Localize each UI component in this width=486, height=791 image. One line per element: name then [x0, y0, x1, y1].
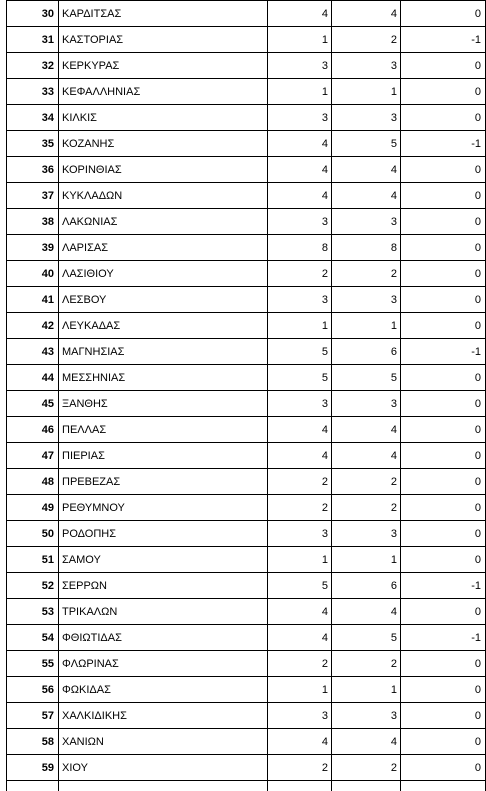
row-number-cell: 42 [7, 313, 59, 339]
prefecture-name-cell: ΠΙΕΡΙΑΣ [59, 443, 268, 469]
value-1-cell: 3 [268, 105, 332, 131]
value-2-cell: 2 [332, 469, 401, 495]
prefecture-name-cell: ΧΑΝΙΩΝ [59, 729, 268, 755]
row-number-cell: 50 [7, 521, 59, 547]
value-2-cell: 5 [332, 131, 401, 157]
prefecture-name-cell: ΦΛΩΡΙΝΑΣ [59, 651, 268, 677]
difference-cell [401, 781, 486, 791]
table-row [7, 365, 486, 391]
difference-cell: 0 [401, 755, 486, 781]
difference-cell: 0 [401, 287, 486, 313]
table-row [7, 469, 486, 495]
value-2-cell: 5 [332, 365, 401, 391]
row-number-cell: 35 [7, 131, 59, 157]
prefecture-name-cell: ΣΑΜΟΥ [59, 547, 268, 573]
value-1-cell: 4 [268, 157, 332, 183]
prefecture-name-cell: ΚΙΛΚΙΣ [59, 105, 268, 131]
value-1-cell: 1 [268, 79, 332, 105]
difference-cell: -1 [401, 339, 486, 365]
value-1-cell: 4 [268, 131, 332, 157]
prefecture-name-cell: ΤΡΙΚΑΛΩΝ [59, 599, 268, 625]
value-2-cell: 2 [332, 27, 401, 53]
prefecture-name-cell: ΞΑΝΘΗΣ [59, 391, 268, 417]
value-1-cell: 1 [268, 677, 332, 703]
row-number-cell: 52 [7, 573, 59, 599]
value-2-cell: 6 [332, 573, 401, 599]
value-1-cell: 1 [268, 313, 332, 339]
prefecture-name-cell: ΚΟΖΑΝΗΣ [59, 131, 268, 157]
table-row-cutoff [7, 781, 486, 791]
value-1-cell: 3 [268, 521, 332, 547]
value-1-cell: 3 [268, 209, 332, 235]
difference-cell: 0 [401, 469, 486, 495]
prefecture-name-cell [59, 781, 268, 791]
table-row [7, 443, 486, 469]
value-2-cell: 3 [332, 105, 401, 131]
difference-cell: 0 [401, 547, 486, 573]
value-1-cell: 8 [268, 235, 332, 261]
value-1-cell: 4 [268, 443, 332, 469]
prefecture-name-cell: ΦΩΚΙΔΑΣ [59, 677, 268, 703]
value-2-cell: 3 [332, 53, 401, 79]
table-body [7, 1, 486, 791]
row-number-cell: 40 [7, 261, 59, 287]
table-row [7, 235, 486, 261]
table-row [7, 209, 486, 235]
row-number-cell: 59 [7, 755, 59, 781]
value-1-cell: 5 [268, 339, 332, 365]
prefecture-name-cell: ΦΘΙΩΤΙΔΑΣ [59, 625, 268, 651]
row-number-cell: 31 [7, 27, 59, 53]
value-1-cell: 4 [268, 1, 332, 27]
value-2-cell: 4 [332, 443, 401, 469]
value-1-cell: 2 [268, 495, 332, 521]
row-number-cell: 32 [7, 53, 59, 79]
prefecture-name-cell: ΚΥΚΛΑΔΩΝ [59, 183, 268, 209]
value-1-cell: 3 [268, 53, 332, 79]
value-2-cell: 4 [332, 729, 401, 755]
value-1-cell: 2 [268, 469, 332, 495]
difference-cell: 0 [401, 183, 486, 209]
table-row [7, 677, 486, 703]
table-row [7, 625, 486, 651]
difference-cell: -1 [401, 131, 486, 157]
table-row [7, 287, 486, 313]
value-1-cell: 2 [268, 651, 332, 677]
value-2-cell: 3 [332, 521, 401, 547]
value-1-cell: 5 [268, 573, 332, 599]
difference-cell: 0 [401, 79, 486, 105]
table-row [7, 703, 486, 729]
row-number-cell: 41 [7, 287, 59, 313]
row-number-cell [7, 781, 59, 791]
difference-cell: 0 [401, 157, 486, 183]
difference-cell: 0 [401, 235, 486, 261]
value-1-cell [268, 781, 332, 791]
row-number-cell: 39 [7, 235, 59, 261]
prefecture-name-cell: ΡΕΘΥΜΝΟΥ [59, 495, 268, 521]
value-2-cell: 1 [332, 677, 401, 703]
difference-cell: 0 [401, 365, 486, 391]
value-2-cell: 4 [332, 183, 401, 209]
row-number-cell: 53 [7, 599, 59, 625]
row-number-cell: 46 [7, 417, 59, 443]
difference-cell: -1 [401, 573, 486, 599]
table-row [7, 651, 486, 677]
value-1-cell: 5 [268, 365, 332, 391]
row-number-cell: 56 [7, 677, 59, 703]
table-row [7, 313, 486, 339]
row-number-cell: 47 [7, 443, 59, 469]
value-2-cell: 2 [332, 261, 401, 287]
row-number-cell: 44 [7, 365, 59, 391]
value-1-cell: 4 [268, 417, 332, 443]
difference-cell: -1 [401, 27, 486, 53]
row-number-cell: 30 [7, 1, 59, 27]
value-2-cell: 3 [332, 209, 401, 235]
prefecture-name-cell: ΚΕΡΚΥΡΑΣ [59, 53, 268, 79]
row-number-cell: 34 [7, 105, 59, 131]
prefecture-name-cell: ΛΑΡΙΣΑΣ [59, 235, 268, 261]
prefecture-name-cell: ΠΡΕΒΕΖΑΣ [59, 469, 268, 495]
difference-cell: 0 [401, 417, 486, 443]
value-1-cell: 1 [268, 547, 332, 573]
row-number-cell: 54 [7, 625, 59, 651]
difference-cell: 0 [401, 677, 486, 703]
table-row [7, 755, 486, 781]
prefecture-name-cell: ΚΑΣΤΟΡΙΑΣ [59, 27, 268, 53]
table-row [7, 339, 486, 365]
value-2-cell: 3 [332, 703, 401, 729]
value-2-cell: 1 [332, 547, 401, 573]
row-number-cell: 37 [7, 183, 59, 209]
row-number-cell: 55 [7, 651, 59, 677]
prefecture-name-cell: ΣΕΡΡΩΝ [59, 573, 268, 599]
prefecture-name-cell: ΜΕΣΣΗΝΙΑΣ [59, 365, 268, 391]
prefecture-table [6, 0, 486, 791]
prefecture-name-cell: ΚΑΡΔΙΤΣΑΣ [59, 1, 268, 27]
table-row [7, 417, 486, 443]
value-1-cell: 4 [268, 183, 332, 209]
prefecture-name-cell: ΧΙΟΥ [59, 755, 268, 781]
table-row [7, 521, 486, 547]
row-number-cell: 51 [7, 547, 59, 573]
difference-cell: 0 [401, 391, 486, 417]
difference-cell: 0 [401, 53, 486, 79]
prefecture-name-cell: ΛΕΣΒΟΥ [59, 287, 268, 313]
prefecture-name-cell: ΧΑΛΚΙΔΙΚΗΣ [59, 703, 268, 729]
difference-cell: 0 [401, 729, 486, 755]
value-1-cell: 3 [268, 703, 332, 729]
prefecture-name-cell: ΜΑΓΝΗΣΙΑΣ [59, 339, 268, 365]
table-row [7, 495, 486, 521]
table-row [7, 547, 486, 573]
prefecture-name-cell: ΡΟΔΟΠΗΣ [59, 521, 268, 547]
prefecture-name-cell: ΛΑΚΩΝΙΑΣ [59, 209, 268, 235]
prefecture-name-cell: ΛΕΥΚΑΔΑΣ [59, 313, 268, 339]
value-1-cell: 1 [268, 27, 332, 53]
prefecture-name-cell: ΠΕΛΛΑΣ [59, 417, 268, 443]
value-1-cell: 3 [268, 391, 332, 417]
row-number-cell: 48 [7, 469, 59, 495]
table-row [7, 105, 486, 131]
value-2-cell [332, 781, 401, 791]
table-row [7, 53, 486, 79]
value-2-cell: 6 [332, 339, 401, 365]
value-2-cell: 5 [332, 625, 401, 651]
table-row [7, 599, 486, 625]
row-number-cell: 33 [7, 79, 59, 105]
row-number-cell: 45 [7, 391, 59, 417]
row-number-cell: 36 [7, 157, 59, 183]
value-1-cell: 3 [268, 287, 332, 313]
table-row [7, 27, 486, 53]
value-1-cell: 4 [268, 729, 332, 755]
value-2-cell: 4 [332, 157, 401, 183]
row-number-cell: 57 [7, 703, 59, 729]
row-number-cell: 49 [7, 495, 59, 521]
value-2-cell: 2 [332, 755, 401, 781]
value-2-cell: 2 [332, 495, 401, 521]
difference-cell: 0 [401, 521, 486, 547]
value-2-cell: 1 [332, 313, 401, 339]
row-number-cell: 43 [7, 339, 59, 365]
value-1-cell: 2 [268, 755, 332, 781]
difference-cell: 0 [401, 443, 486, 469]
table-row [7, 131, 486, 157]
row-number-cell: 38 [7, 209, 59, 235]
table-row [7, 261, 486, 287]
value-2-cell: 3 [332, 287, 401, 313]
prefecture-name-cell: ΚΟΡΙΝΘΙΑΣ [59, 157, 268, 183]
value-1-cell: 4 [268, 599, 332, 625]
table-row [7, 79, 486, 105]
value-2-cell: 8 [332, 235, 401, 261]
difference-cell: 0 [401, 313, 486, 339]
difference-cell: 0 [401, 209, 486, 235]
value-2-cell: 3 [332, 391, 401, 417]
value-2-cell: 1 [332, 79, 401, 105]
prefecture-name-cell: ΚΕΦΑΛΛΗΝΙΑΣ [59, 79, 268, 105]
table-row [7, 1, 486, 27]
difference-cell: -1 [401, 625, 486, 651]
difference-cell: 0 [401, 261, 486, 287]
table-row [7, 729, 486, 755]
difference-cell: 0 [401, 495, 486, 521]
value-2-cell: 4 [332, 599, 401, 625]
difference-cell: 0 [401, 651, 486, 677]
difference-cell: 0 [401, 599, 486, 625]
table-row [7, 157, 486, 183]
value-2-cell: 2 [332, 651, 401, 677]
difference-cell: 0 [401, 1, 486, 27]
table-row [7, 391, 486, 417]
table-row [7, 573, 486, 599]
value-1-cell: 4 [268, 625, 332, 651]
value-1-cell: 2 [268, 261, 332, 287]
row-number-cell: 58 [7, 729, 59, 755]
value-2-cell: 4 [332, 417, 401, 443]
prefecture-name-cell: ΛΑΣΙΘΙΟΥ [59, 261, 268, 287]
difference-cell: 0 [401, 703, 486, 729]
difference-cell: 0 [401, 105, 486, 131]
value-2-cell: 4 [332, 1, 401, 27]
table-row [7, 183, 486, 209]
